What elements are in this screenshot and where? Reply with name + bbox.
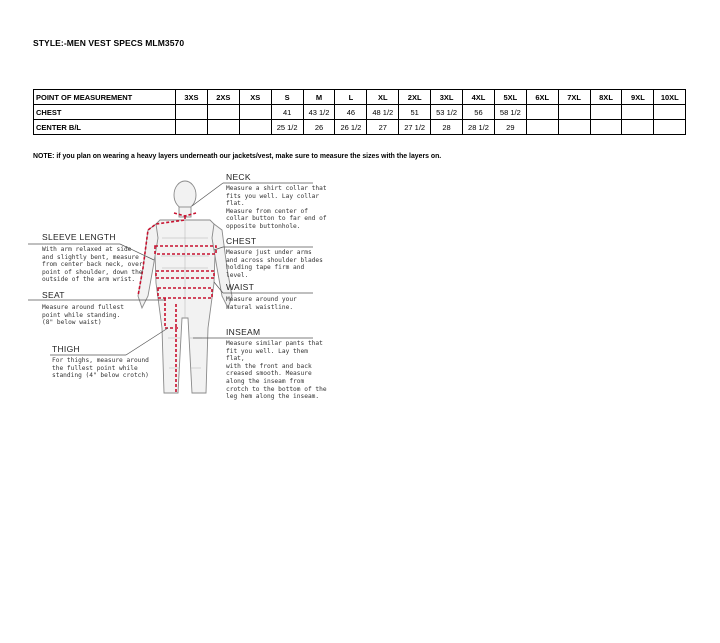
header-cell: 3XS xyxy=(176,90,208,105)
neck-text-line: Measure a shirt collar that xyxy=(226,185,327,192)
sleeve-text-line: With arm relaxed at side xyxy=(42,246,132,253)
table-cell: 46 xyxy=(335,105,367,120)
table-cell: 53 1/2 xyxy=(431,105,463,120)
table-cell xyxy=(590,120,622,135)
inseam-text-line: with the front and back xyxy=(226,362,312,370)
thigh-label: THIGH xyxy=(52,344,80,354)
header-cell: 8XL xyxy=(590,90,622,105)
table-cell: 29 xyxy=(494,120,526,135)
chest-label: CHEST xyxy=(226,236,257,246)
header-cell: M xyxy=(303,90,335,105)
size-spec-table xyxy=(33,89,686,135)
table-cell xyxy=(207,105,239,120)
table-cell: 41 xyxy=(271,105,303,120)
inseam-text-line: Measure similar pants that xyxy=(226,340,323,347)
seat-text-line: (8" below waist) xyxy=(42,319,102,327)
table-cell: 51 xyxy=(399,105,431,120)
neck-label: NECK xyxy=(226,172,251,182)
table-cell xyxy=(239,105,271,120)
header-cell: 9XL xyxy=(622,90,654,105)
table-cell xyxy=(526,120,558,135)
layering-note: NOTE: if you plan on wearing a heavy layers underneath our jackets/vest, make sure to measure the sizes with the layers on. xyxy=(33,153,442,160)
inseam-description xyxy=(226,340,328,401)
header-cell: POINT OF MEASUREMENT xyxy=(34,90,176,105)
sleeve-length-description xyxy=(42,246,143,284)
measurement-guide xyxy=(28,168,328,400)
table-cell: 27 xyxy=(367,120,399,135)
header-cell: 7XL xyxy=(558,90,590,105)
header-cell: 3XL xyxy=(431,90,463,105)
table-cell: 56 xyxy=(463,105,495,120)
table-cell: 27 1/2 xyxy=(399,120,431,135)
table-cell: 28 xyxy=(431,120,463,135)
inseam-label: INSEAM xyxy=(226,327,261,337)
table-cell xyxy=(526,105,558,120)
neck-text-line: Measure from center of xyxy=(226,207,308,215)
inseam-text-line: leg hem along the inseam. xyxy=(226,393,320,401)
inseam-text-line: creased smooth. Measure xyxy=(226,370,312,378)
neck-text-line: collar button to far end of xyxy=(226,215,327,223)
sleeve-text-line: from center back neck, over xyxy=(42,261,143,269)
table-cell xyxy=(590,105,622,120)
table-cell xyxy=(176,105,208,120)
table-cell xyxy=(176,120,208,135)
sleeve-text-line: point of shoulder, down the xyxy=(42,268,143,276)
table-cell xyxy=(558,120,590,135)
waist-text-line: natural waistline. xyxy=(226,303,294,311)
neck-text-line: fits you well. Lay collar flat. xyxy=(226,192,320,208)
chest-description xyxy=(226,249,328,279)
neck-description xyxy=(226,185,328,231)
seat-text-line: Measure around fullest xyxy=(42,304,124,311)
seat-label: SEAT xyxy=(42,290,65,300)
sleeve-text-line: outside of the arm wrist. xyxy=(42,276,136,284)
table-cell: 28 1/2 xyxy=(463,120,495,135)
table-cell xyxy=(622,120,654,135)
header-cell: 2XS xyxy=(207,90,239,105)
waist-label: WAIST xyxy=(226,282,255,292)
table-cell: 25 1/2 xyxy=(271,120,303,135)
thigh-text-line: For thighs, measure around xyxy=(52,357,149,364)
thigh-text-line: standing (4" below crotch) xyxy=(52,372,149,380)
seat-description xyxy=(42,304,124,327)
header-cell: 2XL xyxy=(399,90,431,105)
sleeve-text-line: and slightly bent, measure xyxy=(42,253,139,261)
table-cell xyxy=(654,120,686,135)
chest-text-line: Measure just under arms xyxy=(226,249,312,256)
table-row xyxy=(34,105,686,120)
row-label: CENTER B/L xyxy=(34,120,176,135)
waist-description xyxy=(226,296,297,311)
style-title: STYLE:-MEN VEST SPECS MLM3570 xyxy=(33,38,185,48)
table-cell: 26 1/2 xyxy=(335,120,367,135)
header-cell: S xyxy=(271,90,303,105)
sleeve-length-label: SLEEVE LENGTH xyxy=(42,232,116,242)
table-cell xyxy=(622,105,654,120)
table-cell xyxy=(654,105,686,120)
table-header-row xyxy=(34,90,686,105)
table-cell: 26 xyxy=(303,120,335,135)
waist-text-line: Measure around your xyxy=(226,296,297,303)
table-cell xyxy=(207,120,239,135)
table-cell: 43 1/2 xyxy=(303,105,335,120)
header-cell: 4XL xyxy=(463,90,495,105)
header-cell: 5XL xyxy=(494,90,526,105)
chest-text-line: and across shoulder blades xyxy=(226,256,323,264)
table-cell: 48 1/2 xyxy=(367,105,399,120)
inseam-text-line: crotch to the bottom of the xyxy=(226,385,327,393)
header-cell: 10XL xyxy=(654,90,686,105)
thigh-description xyxy=(52,357,149,380)
inseam-text-line: along the inseam from xyxy=(226,377,305,385)
chest-text-line: holding tape firm and level. xyxy=(226,264,305,279)
seat-text-line: point while standing. xyxy=(42,311,121,319)
header-cell: XL xyxy=(367,90,399,105)
row-label: CHEST xyxy=(34,105,176,120)
neck-text-line: opposite buttonhole. xyxy=(226,222,301,230)
table-cell: 58 1/2 xyxy=(494,105,526,120)
header-cell: L xyxy=(335,90,367,105)
table-cell xyxy=(239,120,271,135)
thigh-text-line: the fullest point while xyxy=(52,364,138,372)
table-row xyxy=(34,120,686,135)
inseam-text-line: fit you well. Lay them flat, xyxy=(226,347,308,363)
header-cell: 6XL xyxy=(526,90,558,105)
header-cell: XS xyxy=(239,90,271,105)
table-cell xyxy=(558,105,590,120)
